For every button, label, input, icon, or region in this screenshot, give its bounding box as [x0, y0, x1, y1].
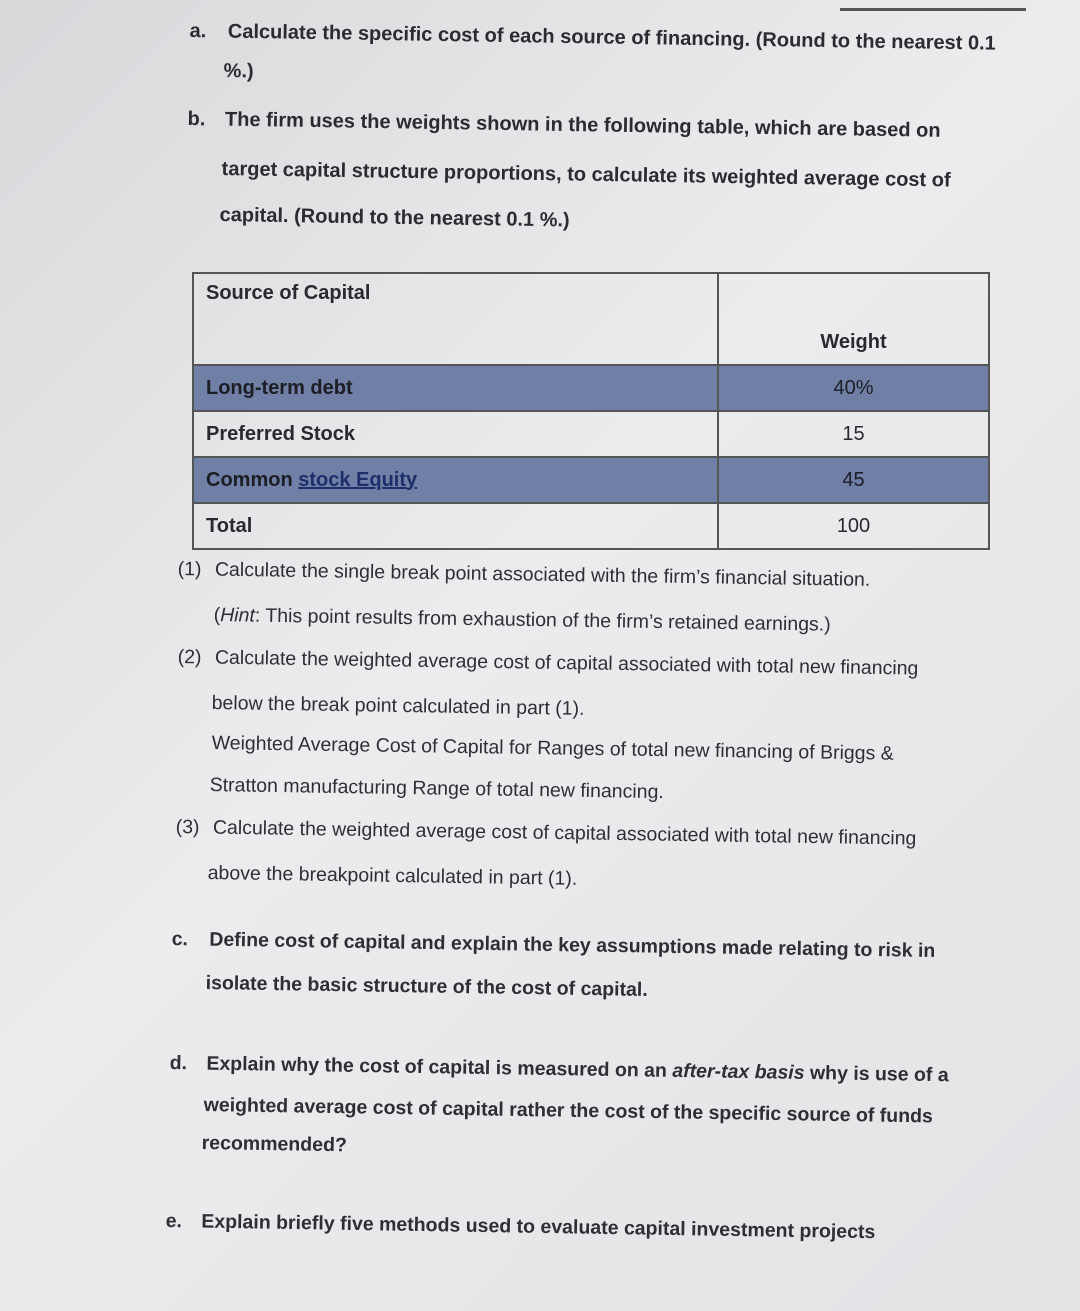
subpart-2-line1: Calculate the weighted average cost of capital associated with total new financing [214, 646, 919, 680]
item-d-line1-em: after-tax basis [672, 1059, 805, 1084]
row-source: Total [193, 503, 718, 549]
item-c-line2: isolate the basic structure of the cost of capital. [205, 971, 648, 1001]
subpart-2-line3: Weighted Average Cost of Capital for Ranges of total new financing of Briggs & [211, 731, 894, 765]
row-weight: 45 [718, 457, 989, 503]
row-source: Preferred Stock [193, 411, 718, 457]
row-source-linked: stock Equity [298, 468, 418, 491]
header-source: Source of Capital [193, 273, 718, 365]
item-c-line1: Define cost of capital and explain the key assumptions made relating to risk in [209, 928, 936, 962]
subpart-1-line1: Calculate the single break point associated with the firm’s financial situation. [214, 558, 871, 591]
subpart-3-line1: Calculate the weighted average cost of capital associated with total new financing [212, 816, 917, 850]
item-a-label: a. [189, 19, 207, 43]
subpart-2-line4: Stratton manufacturing Range of total new financing. [209, 773, 664, 804]
table-row [193, 411, 989, 457]
item-e [165, 1200, 875, 1253]
item-a [189, 8, 996, 67]
subpart-1 [177, 548, 870, 601]
table-header-row [193, 273, 989, 365]
subpart-2-label: (2) [177, 645, 202, 669]
item-a-text: Calculate the specific cost of each source of financing. (Round to the nearest 0.1 [227, 20, 996, 55]
top-rule [840, 8, 1026, 11]
item-e-text: Explain briefly five methods used to evaluate capital investment projects [201, 1210, 876, 1244]
subpart-3 [175, 806, 916, 860]
item-d-label: d. [169, 1051, 188, 1075]
item-d-line1-post: why is use of a [804, 1061, 949, 1087]
row-source: Long-term debt [193, 365, 718, 411]
capital-weights-table [192, 272, 990, 550]
table-row [193, 365, 989, 411]
item-b-line1: The firm uses the weights shown in the following table, which are based on [224, 108, 941, 142]
table-row [193, 457, 989, 503]
hint-open: ( [213, 603, 221, 627]
hint-label: Hint [219, 604, 256, 627]
subpart-2-line2: below the break point calculated in part (1). [211, 691, 585, 720]
item-a-line2: %.) [223, 59, 254, 83]
item-d-line2: weighted average cost of capital rather the cost of the specific source of funds [203, 1093, 934, 1128]
header-weight: Weight [718, 273, 989, 365]
item-d-line3: recommended? [201, 1131, 348, 1157]
item-c-label: c. [171, 927, 189, 951]
item-b-label: b. [187, 107, 206, 131]
row-source [193, 457, 718, 503]
item-b [187, 96, 941, 154]
subpart-1-label: (1) [177, 557, 202, 581]
item-b-line2: target capital structure proportions, to calculate its weighted average cost of [221, 157, 951, 192]
row-weight: 40% [718, 365, 989, 411]
item-d-line1-pre: Explain why the cost of capital is measured on an [206, 1052, 673, 1082]
item-e-label: e. [165, 1209, 183, 1233]
subpart-3-line2: above the breakpoint calculated in part (1). [207, 861, 578, 890]
item-b-line3: capital. (Round to the nearest 0.1 %.) [219, 203, 570, 232]
row-weight: 100 [718, 503, 989, 549]
subpart-3-label: (3) [175, 815, 200, 839]
table-row [193, 503, 989, 549]
row-source-part: Common [206, 468, 299, 491]
row-weight: 15 [718, 411, 989, 457]
hint-text: : This point results from exhaustion of the firm’s retained earnings.) [254, 604, 831, 636]
